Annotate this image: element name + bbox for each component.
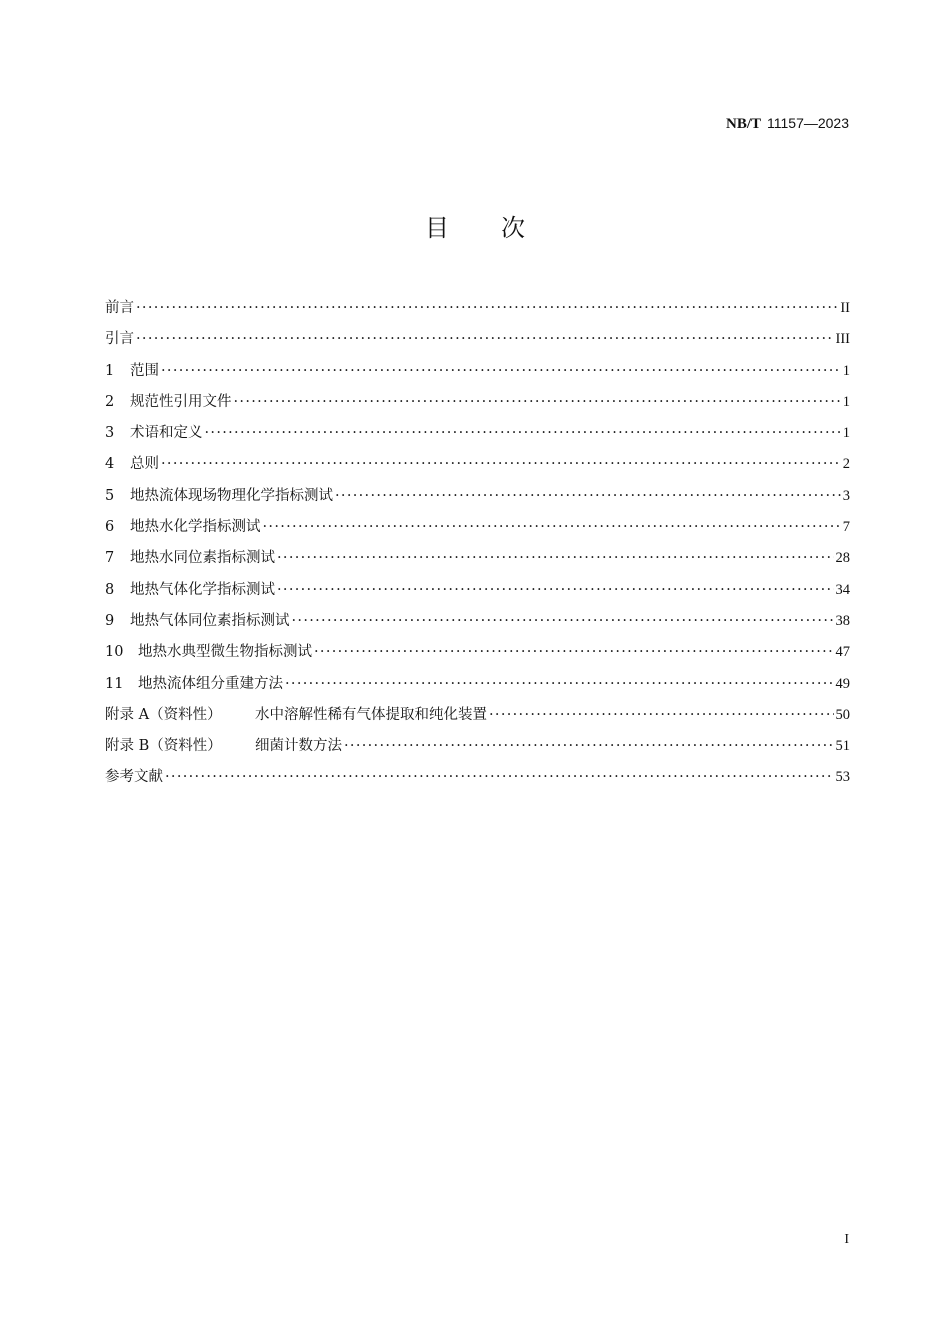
- dot-leader: [489, 703, 834, 727]
- dot-leader: [277, 546, 834, 570]
- dot-leader: [136, 327, 834, 351]
- toc-entry-number: 8: [105, 581, 115, 598]
- standard-number: 11157—2023: [767, 115, 849, 131]
- toc-entry-bibliography[interactable]: [105, 765, 850, 796]
- dot-leader: [335, 484, 841, 508]
- toc-entry-label: 参考文献: [105, 769, 163, 786]
- toc-entry-3[interactable]: [105, 421, 850, 452]
- toc-entry-9[interactable]: [105, 609, 850, 640]
- toc-entry-10[interactable]: [105, 640, 850, 671]
- toc-entry-number: 2: [105, 393, 115, 410]
- toc-entry-label: 地热气体同位素指标测试: [130, 612, 290, 629]
- dot-leader: [136, 296, 838, 320]
- toc-entry-1[interactable]: [105, 359, 850, 390]
- toc-entry-8[interactable]: [105, 578, 850, 609]
- dot-leader: [277, 578, 834, 602]
- toc-entry-5[interactable]: [105, 484, 850, 515]
- dot-leader: [344, 734, 834, 758]
- standard-code: [726, 115, 849, 133]
- toc-entry-page: 7: [842, 519, 850, 536]
- toc-entry-page: 1: [842, 362, 850, 379]
- dot-leader: [234, 390, 841, 414]
- toc-entry-2[interactable]: [105, 390, 850, 421]
- dot-leader: [285, 672, 834, 696]
- dot-leader: [292, 609, 834, 633]
- toc-entry-page: 50: [835, 706, 850, 723]
- toc-entry-number: 1: [105, 362, 115, 379]
- toc-entry-appendix-b[interactable]: [105, 734, 850, 765]
- toc-entry-number: 附录 B（资料性）: [105, 738, 222, 755]
- dot-leader: [161, 359, 841, 383]
- toc-entry-number: 7: [105, 550, 115, 567]
- toc-entry-label: 前言: [105, 300, 134, 316]
- toc-entry-number: 5: [105, 487, 115, 504]
- toc-entry-page: 3: [842, 487, 850, 504]
- toc-entry-page: 2: [842, 456, 850, 473]
- toc-entry-11[interactable]: [105, 672, 850, 703]
- toc-entry-label: 细菌计数方法: [255, 738, 342, 755]
- page-number: I: [844, 1232, 849, 1247]
- toc-entry-page: 1: [842, 393, 850, 410]
- toc-entry-number: 11: [105, 675, 124, 692]
- toc-entry-label: 地热流体组分重建方法: [138, 675, 283, 692]
- toc-entry-introduction[interactable]: [105, 327, 850, 358]
- dot-leader: [161, 452, 841, 476]
- toc-list: [105, 296, 850, 797]
- toc-entry-label: 引言: [105, 331, 134, 348]
- toc-entry-label: 地热水同位素指标测试: [130, 550, 275, 567]
- toc-entry-page: 38: [835, 612, 850, 629]
- toc-entry-label: 地热气体化学指标测试: [130, 581, 275, 598]
- toc-title: 目次: [425, 214, 577, 242]
- toc-entry-foreword[interactable]: [105, 296, 850, 327]
- standard-prefix: NB/T: [725, 116, 761, 132]
- toc-entry-number: 10: [105, 644, 124, 661]
- toc-entry-4[interactable]: [105, 452, 850, 483]
- dot-leader: [165, 765, 834, 789]
- toc-entry-label: 术语和定义: [130, 425, 203, 442]
- toc-entry-page: 28: [835, 550, 850, 567]
- toc-entry-6[interactable]: [105, 515, 850, 546]
- toc-entry-page: 53: [835, 769, 850, 786]
- toc-entry-number: 9: [105, 612, 115, 629]
- toc-entry-number: 6: [105, 519, 115, 536]
- dot-leader: [314, 640, 834, 664]
- toc-entry-label: 地热水化学指标测试: [130, 519, 261, 536]
- toc-entry-number: 4: [105, 456, 115, 473]
- toc-entry-label: 总则: [130, 456, 159, 473]
- dot-leader: [205, 421, 841, 445]
- toc-entry-page: 47: [835, 644, 850, 661]
- toc-entry-number: 3: [105, 425, 115, 442]
- toc-entry-label: 规范性引用文件: [130, 393, 232, 410]
- toc-entry-7[interactable]: [105, 546, 850, 577]
- toc-entry-appendix-a[interactable]: [105, 703, 850, 734]
- toc-entry-page: III: [835, 331, 850, 348]
- toc-entry-page: II: [840, 300, 850, 316]
- dot-leader: [263, 515, 841, 539]
- toc-entry-page: 34: [835, 581, 850, 598]
- toc-entry-label: 地热水典型微生物指标测试: [138, 644, 312, 661]
- toc-entry-page: 1: [842, 425, 850, 442]
- toc-entry-page: 49: [835, 675, 850, 692]
- toc-entry-label: 地热流体现场物理化学指标测试: [130, 487, 333, 504]
- toc-entry-label: 水中溶解性稀有气体提取和纯化装置: [255, 706, 487, 723]
- toc-entry-number: 附录 A（资料性）: [105, 706, 222, 723]
- toc-entry-label: 范围: [130, 362, 159, 379]
- toc-entry-page: 51: [835, 738, 850, 755]
